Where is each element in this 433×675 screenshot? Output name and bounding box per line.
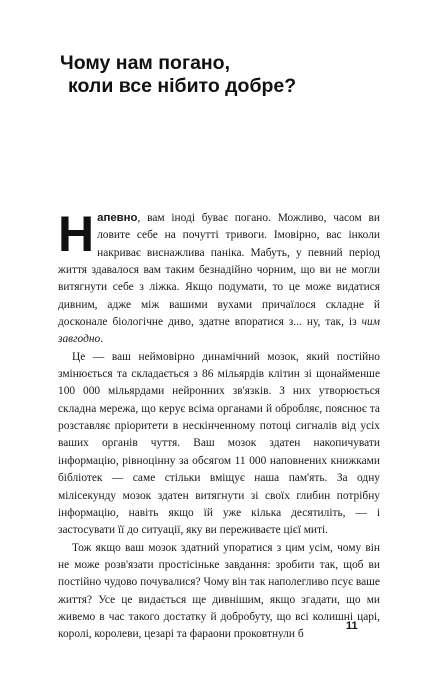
paragraph-1-text-a: , вам іноді буває погано. Можливо, часом ви ловите себе на почутті тривоги. Імовірно, вас інколи накриває виснажлива паніка. Мабуть, у певний період життя здавалося вам таким безнадійно чорним, що ви не могли витягнути себе з ліжка. Якщо подумати, то це може видатися дивним, адже між вашими вухами причаїлося складне й досконале біологічне диво, здатне впоратися з... ну, так, із: [58, 212, 380, 329]
paragraph-1-text-b: .: [100, 333, 104, 346]
paragraph-1: [58, 206, 380, 349]
chapter-title: [60, 52, 380, 98]
paragraph-3: Тож якщо ваш мозок здатний упоратися з цим усім, чому він не може розв'язати простісіньке завдання: зробити так, щоб ви постійно чудово почувалися? Чому він так наполегливо псує ваше життя? Усе це видається ще дивнішим, якщо згадати, що ми живемо в час такого достатку й добробуту, що всі колишні царі, королі, королеви, цезарі та фараони проковтнули б: [58, 541, 380, 641]
chapter-title-line-2: коли все нібито добре?: [68, 75, 297, 97]
chapter-title-line-1: Чому нам погано,: [60, 52, 231, 74]
chapter-body: [58, 206, 380, 644]
paragraph-2: Це — ваш неймовірно динамічний мозок, який постійно змінюється та складається з 86 мільярдів клітин зі щонайменше 100 000 мільярдами нейронних зв'язків. З них утворюється складна мережа, що керує всіма органами й обробляє, пояснює та розставляє пріоритети в нескінченному потоці сигналів від усіх ваших органів чуття. Ваш мозок здатен накопичувати інформацію, рівноцінну за обсягом 11 000 наповнених книжками бібліотек — саме стільки вміщує наша пам'ять. За одну мілісекунду мозок здатен витягнути зі своїх глибин потрібну інформацію, навіть якщо їй уже кілька десятиліть, — і застосувати її до ситуації, яку ви переживаєте цієї миті.: [58, 350, 380, 537]
page-number: 11: [346, 620, 358, 632]
paragraph-1-italic: чим завгодно: [58, 316, 380, 346]
drop-cap: Н: [58, 206, 95, 262]
lead-in-bold: апевно: [97, 212, 138, 224]
